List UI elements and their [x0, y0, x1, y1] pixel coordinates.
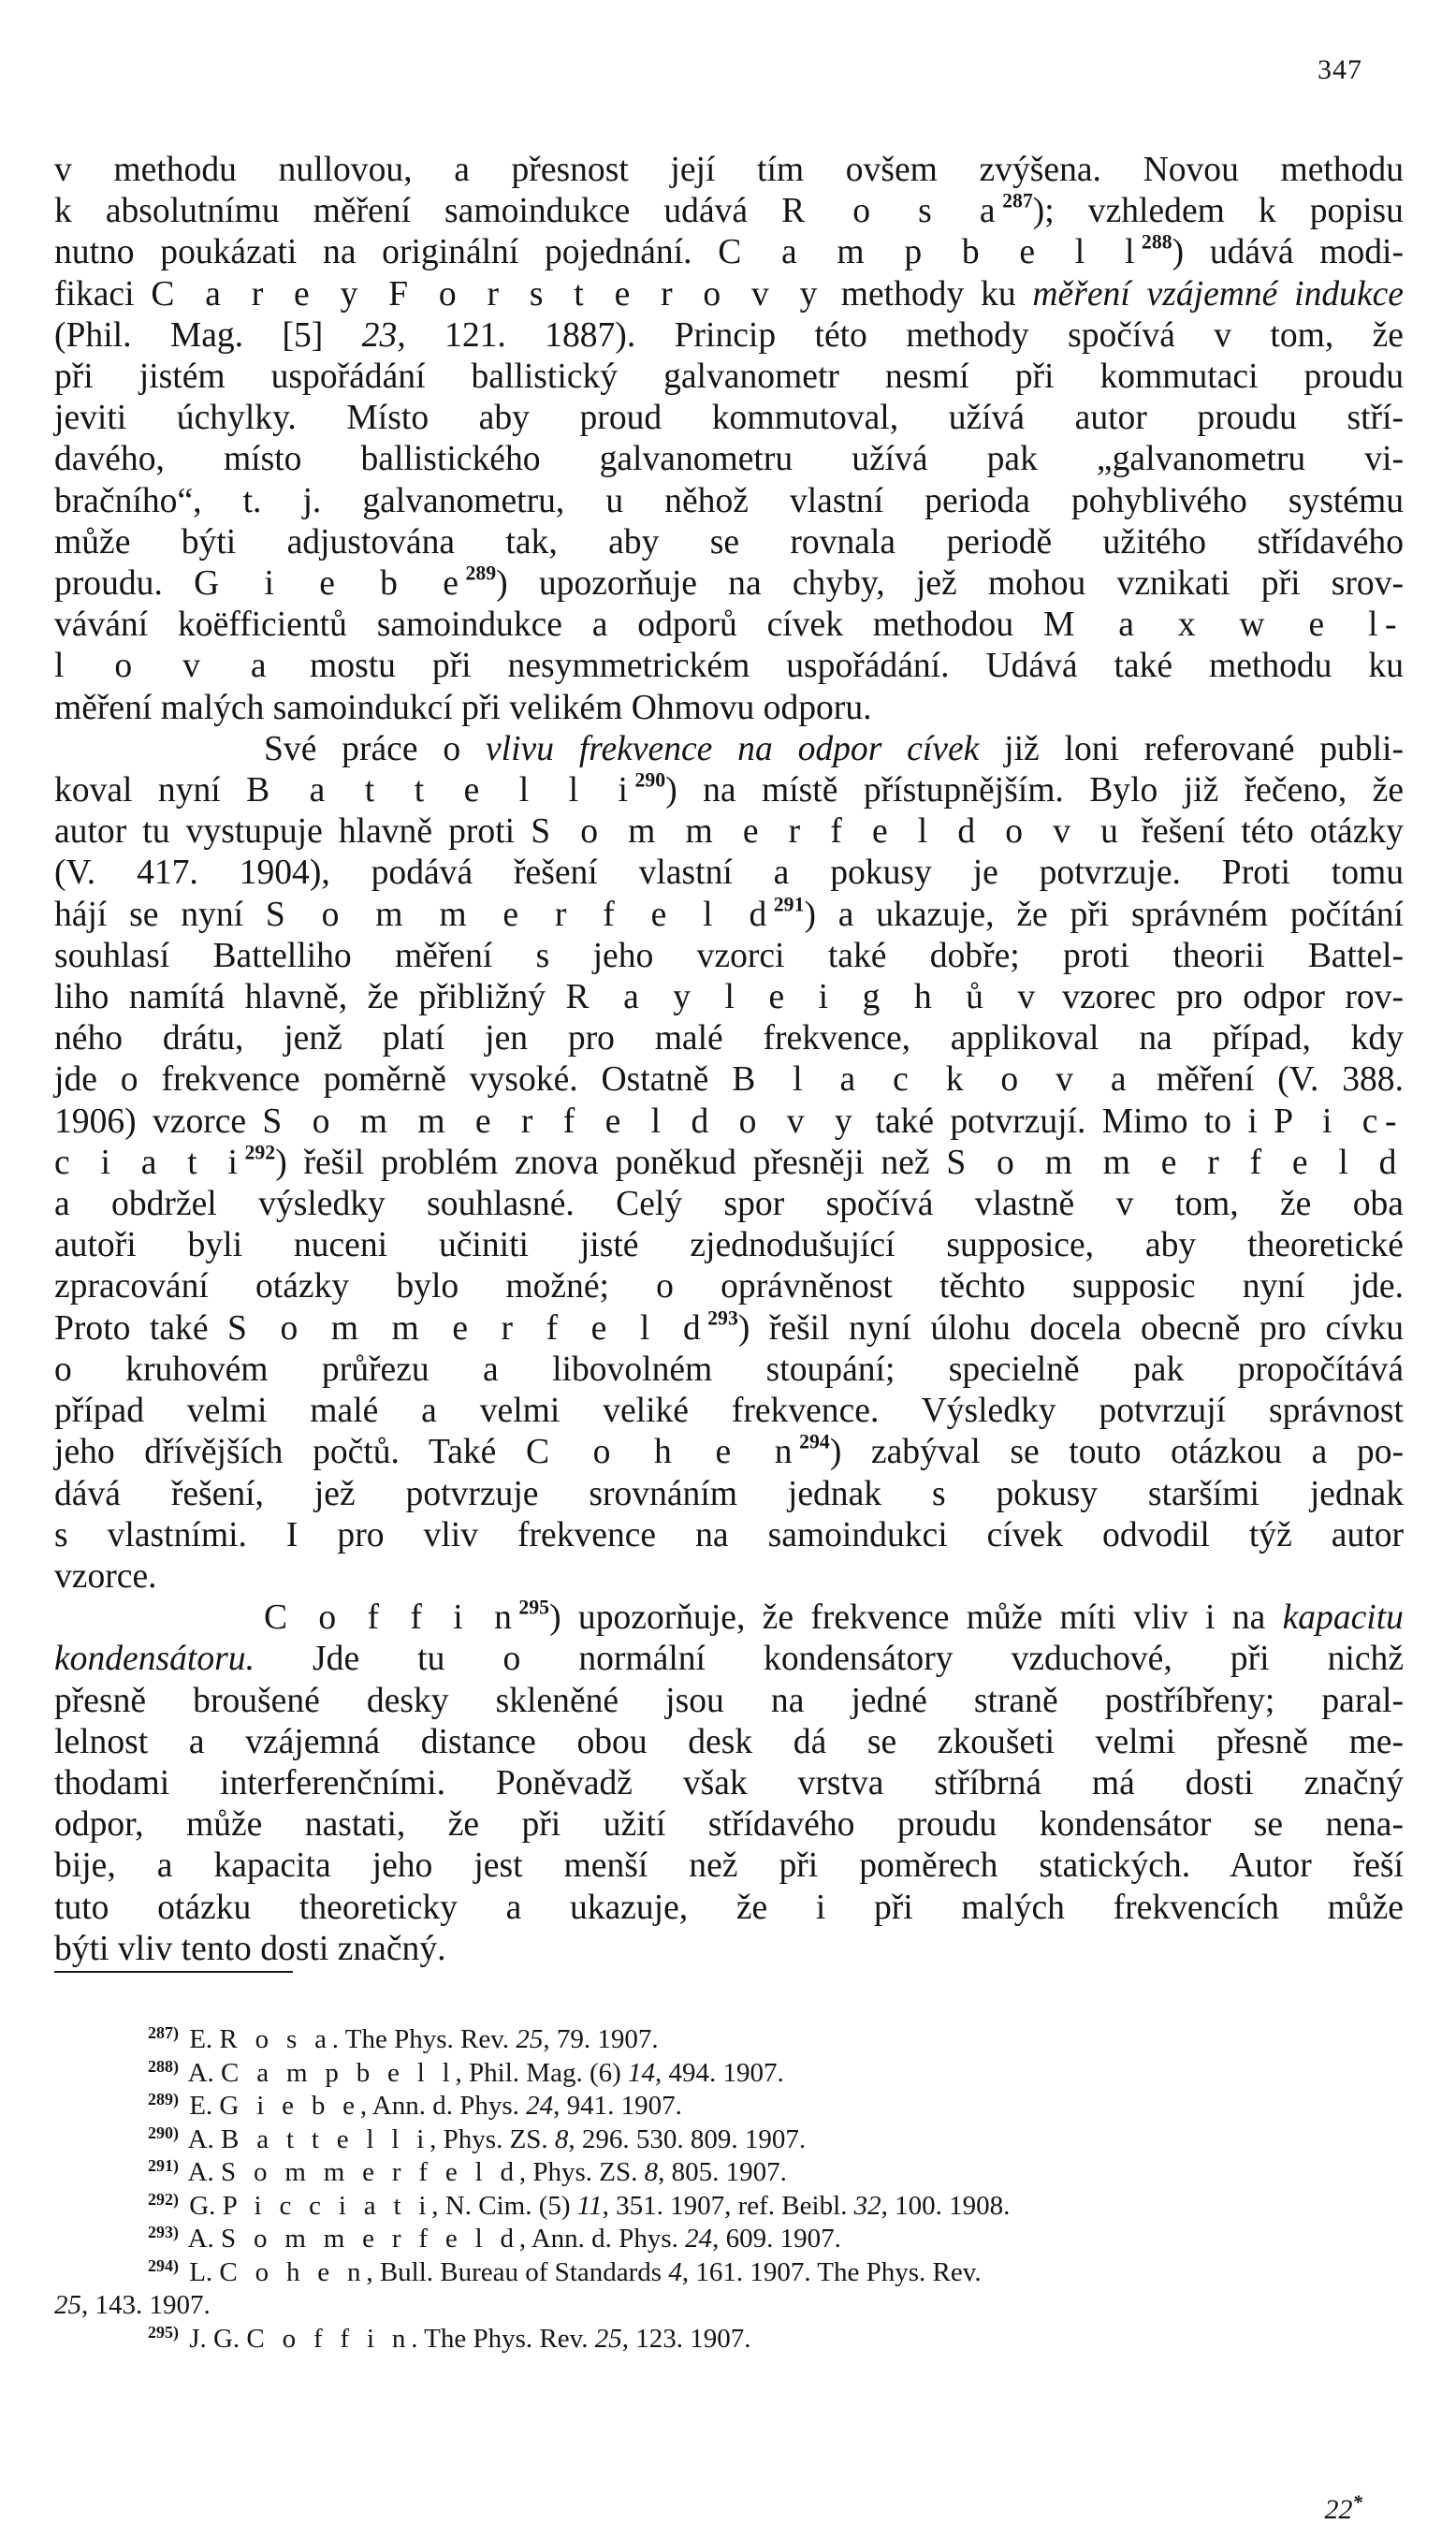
- spaced-name: R o s a: [781, 192, 1003, 231]
- footnote: $^{295)}$ J. G. C o f f i n. The Phys. Rev. 25, 123. 1907.: [148, 2322, 751, 2354]
- text-line: jeho dřívějších počtů. Také C o h e $n^{294}$) zabýval se touto otázkou a po-: [54, 1430, 1404, 1472]
- text-line: ného drátu, jenž platí jen pro malé frekvence, applikoval na případ, kdy: [54, 1019, 1404, 1058]
- text-line: přesně broušené desky skleněné jsou na jedné straně postříbřeny; paral-: [54, 1681, 1404, 1720]
- spaced-name: l o v a: [54, 647, 274, 686]
- footnote-number: 293): [148, 2223, 179, 2242]
- footnote-number: 295): [148, 2322, 179, 2342]
- footnote-number: 294): [148, 2255, 179, 2275]
- spaced-name: C o h e n: [219, 2256, 367, 2287]
- footnote: $^{291)}$ A. S o m m e r f e l d, Phys. ZS. 8, 805. 1907.: [148, 2156, 787, 2187]
- spaced-name: G i e b e: [194, 564, 466, 604]
- italic-text: měření vzájemné indukce: [1032, 274, 1404, 314]
- footnote: $^{290)}$ A. B a t t e l l i, Phys. ZS. 8, 296. 530. 809. 1907.: [148, 2123, 807, 2154]
- text-line: v methodu nullovou, a přesnost její tím ovšem zvýšena. Novou methodu: [54, 151, 1404, 189]
- footnote: $^{294)}$ L. C o h e n, Bull. Bureau of Standards 4, 161. 1907. The Phys. Rev.: [148, 2255, 982, 2287]
- spaced-name: R o s a: [219, 2024, 332, 2054]
- signature-mark: [1324, 2490, 1363, 2526]
- spaced-name: P i c-: [1274, 1102, 1404, 1141]
- text-line: autoři byli nuceni učiniti jisté zjednodušující supposice, aby theoretické: [54, 1226, 1404, 1265]
- italic-text: 24: [685, 2224, 713, 2254]
- footnote-ref: 295: [518, 1596, 550, 1619]
- spaced-name: C a m p b e l l: [718, 233, 1142, 272]
- spaced-name: C o f f i n: [264, 1598, 519, 1638]
- text-line: k absolutnímu měření samoindukce udává R o s $a^{287}$); vzhledem k popisu: [54, 189, 1404, 231]
- spaced-name: P i c c i a t i: [222, 2190, 432, 2221]
- text-line: thodami interferenčními. Poněvadž však vrstva stříbrná má dosti značný: [54, 1763, 1404, 1802]
- text-line: může býti adjustována tak, aby se rovnala periodě užitého střídavého: [54, 522, 1404, 562]
- footnote-ref: 291: [773, 892, 805, 915]
- italic-text: kapacitu: [1282, 1598, 1404, 1638]
- text-line: dává řešení, jež potvrzuje srovnáním jednak s pokusy staršími jednak: [54, 1474, 1404, 1513]
- spaced-name: S o m m e r f e l d: [221, 2157, 519, 2187]
- text-line: s vlastními. I pro vliv frekvence na samoindukci cívek odvodil týž autor: [54, 1515, 1404, 1554]
- text-line: hájí se nyní S o m m e r f e l $d^{291}$) a ukazuje, že při správném počítání: [54, 892, 1404, 934]
- italic-text: 11: [576, 2190, 603, 2221]
- signature-number: 22: [1324, 2494, 1353, 2525]
- italic-text: 23,: [361, 315, 406, 355]
- footnote-ref: 294: [799, 1430, 830, 1453]
- italic-text: 14: [628, 2057, 656, 2088]
- page-number: 347: [1318, 54, 1362, 85]
- text-line: proudu. G i e b $e^{289}$) upozorňuje na chyby, jež mohou vznikati při srov-: [54, 562, 1405, 604]
- spaced-name: C o h e n: [525, 1433, 800, 1472]
- signature-star: *: [1352, 2490, 1362, 2514]
- text-line: případ velmi malé a velmi veliké frekvence. Výsledky potvrzují správnost: [54, 1392, 1404, 1431]
- footnote-ref: 290: [634, 768, 666, 792]
- footnote-number: 289): [148, 2090, 179, 2109]
- italic-text: 8: [644, 2157, 659, 2187]
- spaced-name: S o m m e r f e l d: [265, 895, 774, 934]
- spaced-name: c i a t i: [54, 1143, 245, 1182]
- text-line: l o v a mostu při nesymmetrickém uspořádání. Udává také methodu ku: [54, 647, 1404, 686]
- text-line: jeviti úchylky. Místo aby proud kommutoval, užívá autor proudu stří-: [54, 399, 1404, 438]
- spaced-name: B l a c k o v a: [732, 1060, 1134, 1100]
- footnote-continuation: 25, 143. 1907.: [54, 2290, 211, 2320]
- text-line: býti vliv tento dosti značný.: [54, 1929, 446, 1968]
- footnote: $^{287)}$ E. R o s a. The Phys. Rev. 25, 79. 1907.: [148, 2023, 659, 2054]
- italic-text: 4: [668, 2256, 682, 2287]
- footnote-ref: 288: [1141, 230, 1172, 254]
- footnote-ref: 292: [244, 1141, 276, 1164]
- spaced-name: C a r e y F o r s t e r o v y: [151, 274, 824, 314]
- spaced-name: S o m m e r f e l d o v u: [531, 812, 1126, 852]
- text-line: zpracování otázky bylo možné; o oprávněnost těchto supposic nyní jde.: [54, 1267, 1404, 1306]
- italic-text: vlivu frekvence na odpor cívek: [485, 729, 980, 768]
- text-line: souhlasí Battelliho měření s jeho vzorci také dobře; proti theorii Battel-: [54, 936, 1404, 975]
- spaced-name: B a t t e l l i: [221, 2123, 430, 2154]
- spaced-name: B a t t e l l i: [246, 771, 635, 810]
- italic-text: 32: [853, 2190, 881, 2221]
- spaced-name: C o f f i n: [246, 2323, 412, 2354]
- text-line: fikaci C a r e y F o r s t e r o v y methody ku měření vzájemné indukce: [54, 274, 1404, 314]
- text-line: o kruhovém průřezu a libovolném stoupání; specielně pak propočítává: [54, 1350, 1404, 1389]
- italic-text: 25: [54, 2290, 81, 2320]
- text-line: kondensátoru. Jde tu o normální kondensátory vzduchové, při nichž: [54, 1640, 1404, 1679]
- italic-text: 24: [526, 2091, 554, 2121]
- text-line: jde o frekvence poměrně vysoké. Ostatně B l a c k o v a měření (V. 388.: [54, 1060, 1404, 1100]
- italic-text: 25: [594, 2323, 622, 2354]
- text-line: měření malých samoindukcí při velikém Ohmovu odporu.: [54, 688, 872, 727]
- text-line: bije, a kapacita jeho jest menší než při poměrech statických. Autor řeší: [54, 1846, 1404, 1886]
- text-line: davého, místo ballistického galvanometru užívá pak „galvanometru vi-: [54, 440, 1404, 479]
- footnote: $^{289)}$ E. G i e b e, Ann. d. Phys. 24, 941. 1907.: [148, 2090, 682, 2121]
- text-line: (V. 417. 1904), podává řešení vlastní a pokusy je potvrzuje. Proti tomu: [54, 854, 1404, 893]
- footnote-number: 290): [148, 2123, 179, 2142]
- spaced-name: C a m p b e l l: [221, 2057, 456, 2088]
- footnote-divider: [54, 1971, 293, 1973]
- footnote: $^{288)}$ A. C a m p b e l l, Phil. Mag. (6) 14, 494. 1907.: [148, 2056, 784, 2088]
- text-line: vávání koëfficientů samoindukce a odporů cívek methodou M a x w e l-: [54, 606, 1404, 645]
- text-line: a obdržel výsledky souhlasné. Celý spor spočívá vlastně v tom, že oba: [54, 1185, 1404, 1224]
- body-text: [54, 150, 1404, 1970]
- footnote-number: 292): [148, 2189, 179, 2209]
- text-line: Proto také S o m m e r f e l $d^{293}$) řešil nyní úlohu docela obecně pro cívku: [54, 1306, 1404, 1348]
- spaced-name: S o m m e r f e l d o v y: [262, 1102, 860, 1141]
- spaced-name: S o m m e r f e l d: [946, 1143, 1404, 1182]
- footnote-number: 291): [148, 2156, 179, 2176]
- spaced-name: G i e b e: [219, 2091, 360, 2121]
- footnote: $^{293)}$ A. S o m m e r f e l d, Ann. d. Phys. 24, 609. 1907.: [148, 2223, 841, 2254]
- text-line: C o f f i $n^{295}$) upozorňuje, že frekvence může míti vliv i na kapacitu: [264, 1596, 1404, 1638]
- text-line: vzorce.: [54, 1556, 157, 1596]
- text-line: bračního“, t. j. galvanometru, u něhož vlastní perioda pohyblivého systému: [54, 481, 1404, 520]
- italic-text: 25: [516, 2024, 544, 2054]
- footnote-number: 288): [148, 2056, 179, 2076]
- text-line: autor tu vystupuje hlavně proti S o m m e r f e l d o v u řešení této otázky: [54, 812, 1404, 852]
- footnotes: [54, 2023, 1404, 2356]
- footnote-ref: 287: [1002, 189, 1033, 212]
- text-line: c i a t $i^{292}$) řešil problém znova poněkud přesněji než S o m m e r f e l d: [54, 1141, 1404, 1182]
- text-line: tuto otázku theoreticky a ukazuje, že i při malých frekvencích může: [54, 1888, 1404, 1927]
- text-line: liho namítá hlavně, že přibližný R a y l e i g h ů v vzorec pro odpor rov-: [54, 978, 1404, 1017]
- italic-text: 8: [554, 2123, 569, 2154]
- spaced-name: M a x w e l-: [1042, 606, 1404, 645]
- spaced-name: S o m m e r f e l d: [221, 2224, 519, 2254]
- text-line: 1906) vzorce S o m m e r f e l d o v y také potvrzují. Mimo to i P i c-: [54, 1102, 1404, 1141]
- text-line: koval nyní B a t t e l l $i^{290}$) na místě přístupnějším. Bylo již řečeno, že: [54, 768, 1405, 810]
- text-line: Své práce o vlivu frekvence na odpor cívek již loni referované publi-: [264, 729, 1405, 768]
- footnote-ref: 293: [707, 1306, 738, 1329]
- spaced-name: R a y l e i g h ů v: [565, 978, 1042, 1017]
- spaced-name: S o m m e r f e l d: [227, 1308, 708, 1348]
- text-line: lelnost a vzájemná distance obou desk dá se zkoušeti velmi přesně me-: [54, 1722, 1404, 1761]
- text-line: odpor, může nastati, že při užití střídavého proudu kondensátor se nena-: [54, 1805, 1404, 1845]
- footnote-ref: 289: [465, 562, 497, 585]
- text-line: (Phil. Mag. [5] 23, 121. 1887). Princip této methody spočívá v tom, že: [54, 315, 1404, 355]
- text-line: při jistém uspořádání ballistický galvanometr nesmí při kommutaci proudu: [54, 358, 1404, 397]
- footnote: $^{292)}$ G. P i c c i a t i, N. Cim. (5) 11, 351. 1907, ref. Beibl. 32, 100. 1908.: [148, 2189, 1011, 2221]
- italic-text: kondensátoru.: [54, 1640, 255, 1679]
- text-line: nutno poukázati na originální pojednání. C a m p b e l $l^{288}$) udává modi-: [54, 230, 1404, 272]
- footnote-number: 287): [148, 2023, 179, 2043]
